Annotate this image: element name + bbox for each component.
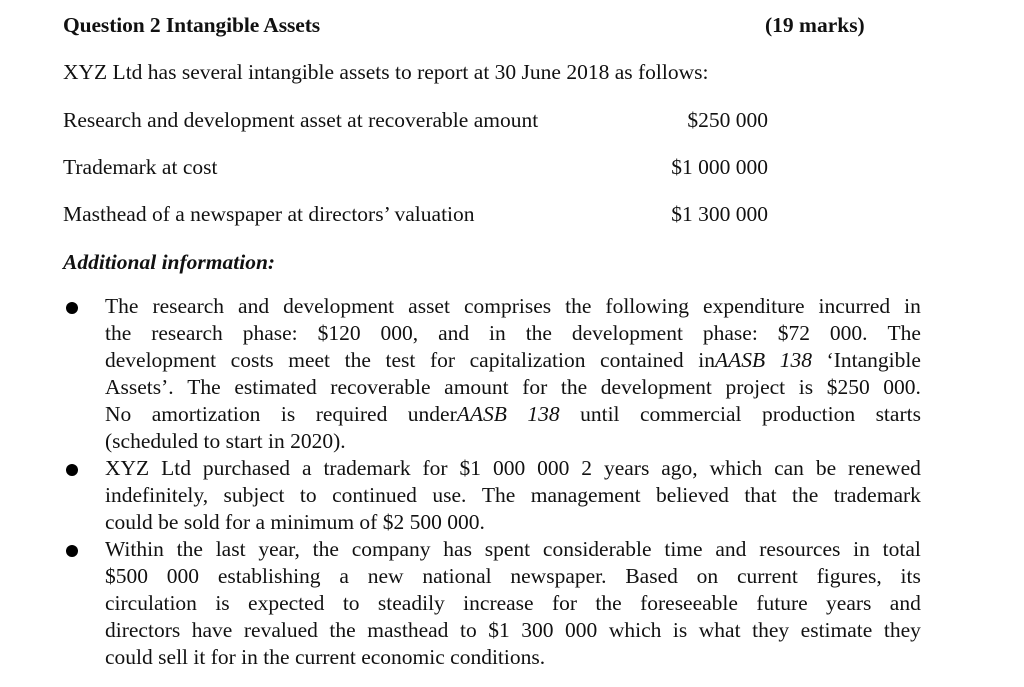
bullet-icon: [66, 302, 78, 314]
text-line: $500 000 establishing a new national newspaper. Based on current figures, its: [105, 564, 921, 588]
text-line: could be sold for a minimum of $2 500 000.: [105, 510, 485, 534]
text-line: The research and development asset comprises the following expenditure incurred in: [105, 294, 921, 318]
list-item-text: [105, 293, 921, 455]
text-line: circulation is expected to steadily increase for the foreseeable future years and: [105, 591, 921, 615]
asset-value: $250 000: [687, 108, 768, 132]
asset-value: $1 000 000: [671, 155, 768, 179]
additional-information-heading: Additional information:: [63, 250, 276, 274]
text-line: the research phase: $120 000, and in the development phase: $72 000. The: [105, 321, 921, 345]
text-line: No amortization is required underAASB 138 until commercial production starts: [105, 402, 921, 426]
list-item-text: [105, 455, 921, 536]
text-line: XYZ Ltd purchased a trademark for $1 000 000 2 years ago, which can be renewed: [105, 456, 921, 480]
text-line: (scheduled to start in 2020).: [105, 429, 346, 453]
question-title: Question 2 Intangible Assets: [63, 13, 321, 37]
asset-label: Masthead of a newspaper at directors’ valuation: [63, 202, 475, 226]
additional-information-list: [63, 293, 921, 671]
asset-value: $1 300 000: [671, 202, 768, 226]
list-item: [63, 293, 921, 455]
text-line: indefinitely, subject to continued use. The management believed that the trademark: [105, 483, 921, 507]
text-line: directors have revalued the masthead to $1 300 000 which is what they estimate they: [105, 618, 921, 642]
text-line: Assets’. The estimated recoverable amount for the development project is $250 000.: [105, 375, 921, 399]
bullet-icon: [66, 545, 78, 557]
asset-row-trademark: [63, 155, 768, 181]
text-line: Within the last year, the company has spent considerable time and resources in total: [105, 537, 921, 561]
asset-row-masthead: [63, 202, 768, 228]
intro-text: XYZ Ltd has several intangible assets to report at 30 June 2018 as follows:: [63, 60, 709, 84]
list-item-text: [105, 536, 921, 671]
question-marks: (19 marks): [765, 13, 865, 37]
text-line: could sell it for in the current economic conditions.: [105, 645, 546, 669]
asset-label: Trademark at cost: [63, 155, 218, 179]
list-item: [63, 536, 921, 671]
list-item: [63, 455, 921, 536]
asset-row-research-development: [63, 108, 768, 134]
text-line: development costs meet the test for capitalization contained inAASB 138 ‘Intangible: [105, 348, 921, 372]
bullet-icon: [66, 464, 78, 476]
asset-label: Research and development asset at recoverable amount: [63, 108, 539, 132]
